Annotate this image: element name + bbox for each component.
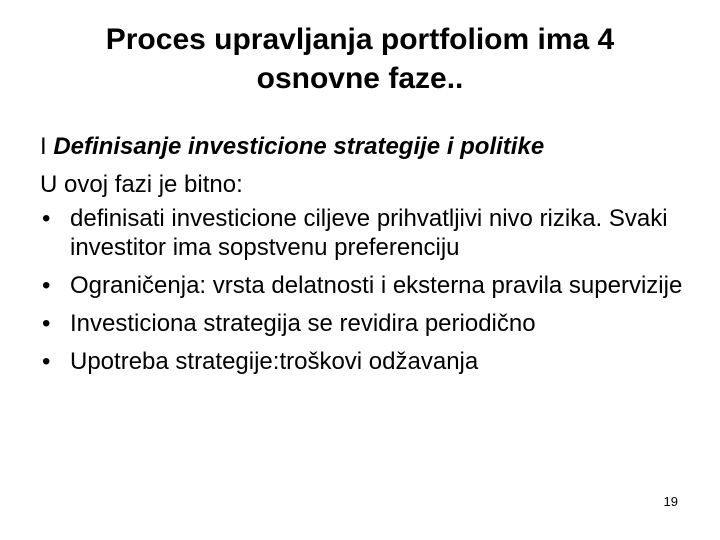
bullet-item: [40, 309, 690, 338]
bullet-text: Ograničenja: vrsta delatnosti i eksterna pravila supervizije: [70, 272, 683, 299]
slide-title-line: Proces upravljanja portfoliom ima 4: [105, 23, 615, 56]
bullet-dot: •: [42, 348, 51, 375]
bullet-text: definisati investicione ciljeve prihvatljivi nivo rizika. Svaki investitor ima sopstvenu preferenciju: [70, 205, 668, 261]
page-number: 19: [663, 494, 678, 509]
phase-heading-text: Definisanje investicione strategije i politike: [53, 133, 545, 160]
bullet-dot: •: [42, 272, 51, 299]
slide-body: [40, 128, 690, 385]
bullet-text: Investiciona strategija se revidira periodično: [70, 310, 536, 337]
bullet-list: [40, 204, 690, 376]
bullet-text: Upotreba strategije:troškovi odžavanja: [70, 348, 479, 375]
slide-title: [20, 20, 700, 98]
slide-title-line: osnovne faze..: [256, 62, 464, 95]
bullet-dot: •: [42, 310, 51, 337]
intro-text: U ovoj fazi je bitno:: [40, 171, 243, 198]
phase-heading: [40, 128, 690, 166]
bullet-item: [40, 271, 690, 300]
phase-numeral: I: [40, 133, 47, 160]
bullet-item: [40, 204, 690, 262]
bullet-item: [40, 347, 690, 376]
bullet-dot: •: [42, 205, 51, 232]
